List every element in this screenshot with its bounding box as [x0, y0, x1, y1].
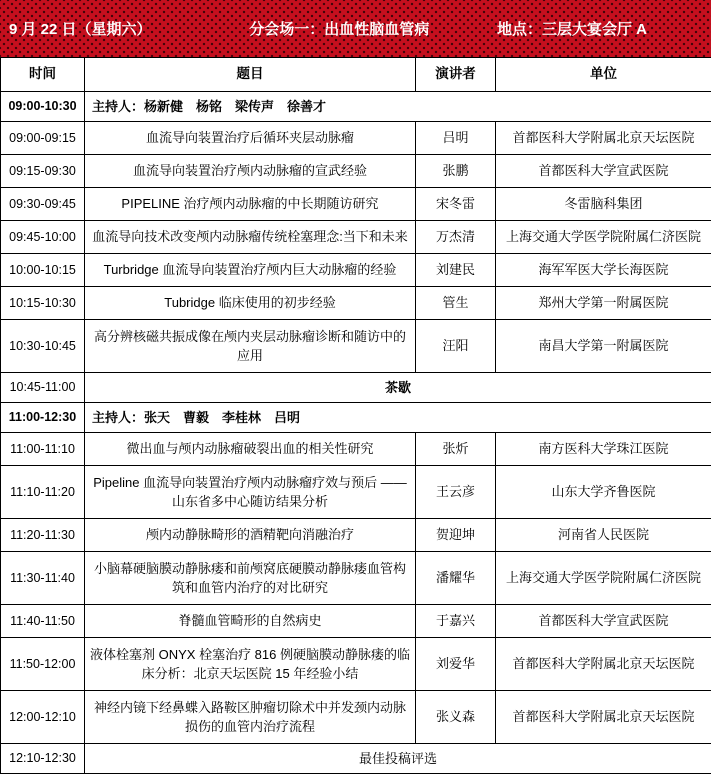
cell-time: 11:30-11:40	[1, 552, 85, 605]
cell-time: 10:15-10:30	[1, 287, 85, 320]
cell-title: 血流导向装置治疗后循环夹层动脉瘤	[85, 122, 416, 155]
schedule-body	[1, 92, 711, 774]
cell-time: 11:20-11:30	[1, 519, 85, 552]
cell-time: 09:30-09:45	[1, 188, 85, 221]
header-speaker: 演讲者	[416, 58, 496, 92]
table-row-talk	[1, 188, 711, 221]
cell-time: 10:45-11:00	[1, 373, 85, 403]
cell-speaker: 贺迎坤	[416, 519, 496, 552]
schedule-table	[0, 57, 711, 774]
table-row-talk	[1, 122, 711, 155]
cell-title: Pipeline 血流导向装置治疗颅内动脉瘤疗效与预后 ——山东省多中心随访结果分析	[85, 466, 416, 519]
table-row-chair	[1, 403, 711, 433]
cell-speaker: 刘建民	[416, 254, 496, 287]
cell-chairs: 主持人：杨新健 杨铭 梁传声 徐善才	[85, 92, 711, 122]
cell-org: 郑州大学第一附属医院	[496, 287, 711, 320]
table-row-talk	[1, 155, 711, 188]
cell-title: 颅内动静脉畸形的酒精靶向消融治疗	[85, 519, 416, 552]
cell-org: 上海交通大学医学院附属仁济医院	[496, 552, 711, 605]
cell-speaker: 张炘	[416, 433, 496, 466]
header-title: 题目	[85, 58, 416, 92]
cell-org: 首都医科大学附属北京天坛医院	[496, 691, 711, 744]
cell-speaker: 潘耀华	[416, 552, 496, 605]
cell-org: 山东大学齐鲁医院	[496, 466, 711, 519]
cell-time: 11:40-11:50	[1, 605, 85, 638]
cell-time: 12:00-12:10	[1, 691, 85, 744]
session-banner	[0, 0, 711, 57]
cell-org: 海军军医大学长海医院	[496, 254, 711, 287]
banner-location: 地点：三层大宴会厅 A	[497, 18, 693, 39]
banner-session-title: 分会场一：出血性脑血管病	[152, 18, 497, 39]
cell-title: 血流导向装置治疗颅内动脉瘤的宣武经验	[85, 155, 416, 188]
cell-speaker: 管生	[416, 287, 496, 320]
cell-title: 微出血与颅内动脉瘤破裂出血的相关性研究	[85, 433, 416, 466]
header-org: 单位	[496, 58, 711, 92]
table-row-talk	[1, 605, 711, 638]
cell-org: 首都医科大学附属北京天坛医院	[496, 122, 711, 155]
cell-org: 首都医科大学附属北京天坛医院	[496, 638, 711, 691]
cell-speaker: 吕明	[416, 122, 496, 155]
cell-title: 神经内镜下经鼻蝶入路鞍区肿瘤切除术中并发颈内动脉损伤的血管内治疗流程	[85, 691, 416, 744]
table-row-talk	[1, 519, 711, 552]
table-row-chair	[1, 92, 711, 122]
cell-speaker: 张义森	[416, 691, 496, 744]
banner-date: 9 月 22 日（星期六）	[9, 18, 152, 39]
cell-org: 上海交通大学医学院附属仁济医院	[496, 221, 711, 254]
table-row-talk	[1, 320, 711, 373]
cell-speaker: 宋冬雷	[416, 188, 496, 221]
cell-org: 南昌大学第一附属医院	[496, 320, 711, 373]
cell-speaker: 刘爱华	[416, 638, 496, 691]
cell-chairs: 主持人：张天 曹毅 李桂林 吕明	[85, 403, 711, 433]
cell-time: 12:10-12:30	[1, 744, 85, 774]
cell-title: 小脑幕硬脑膜动静脉瘘和前颅窝底硬膜动静脉瘘血管构筑和血管内治疗的对比研究	[85, 552, 416, 605]
cell-speaker: 张鹏	[416, 155, 496, 188]
cell-time: 10:00-10:15	[1, 254, 85, 287]
table-row-merged	[1, 744, 711, 774]
cell-org: 冬雷脑科集团	[496, 188, 711, 221]
cell-time: 10:30-10:45	[1, 320, 85, 373]
table-row-talk	[1, 221, 711, 254]
cell-title: PIPELINE 治疗颅内动脉瘤的中长期随访研究	[85, 188, 416, 221]
cell-title: Turbridge 血流导向装置治疗颅内巨大动脉瘤的经验	[85, 254, 416, 287]
table-row-talk	[1, 433, 711, 466]
cell-speaker: 于嘉兴	[416, 605, 496, 638]
cell-title: 液体栓塞剂 ONYX 栓塞治疗 816 例硬脑膜动静脉瘘的临床分析：北京天坛医院 15 年经验小结	[85, 638, 416, 691]
cell-speaker: 万杰清	[416, 221, 496, 254]
cell-merged-text: 最佳投稿评选	[85, 744, 711, 774]
cell-time: 09:45-10:00	[1, 221, 85, 254]
cell-merged-text: 茶歇	[85, 373, 711, 403]
table-row-talk	[1, 254, 711, 287]
cell-title: 高分辨核磁共振成像在颅内夹层动脉瘤诊断和随访中的应用	[85, 320, 416, 373]
table-row-talk	[1, 466, 711, 519]
cell-time: 09:00-10:30	[1, 92, 85, 122]
cell-time: 09:00-09:15	[1, 122, 85, 155]
table-row-talk	[1, 691, 711, 744]
table-row-merged	[1, 373, 711, 403]
cell-time: 11:50-12:00	[1, 638, 85, 691]
table-row-talk	[1, 552, 711, 605]
cell-title: 脊髓血管畸形的自然病史	[85, 605, 416, 638]
cell-time: 11:00-11:10	[1, 433, 85, 466]
header-row	[1, 58, 711, 92]
cell-time: 11:00-12:30	[1, 403, 85, 433]
table-row-talk	[1, 287, 711, 320]
cell-org: 南方医科大学珠江医院	[496, 433, 711, 466]
cell-title: Tubridge 临床使用的初步经验	[85, 287, 416, 320]
cell-org: 河南省人民医院	[496, 519, 711, 552]
cell-time: 11:10-11:20	[1, 466, 85, 519]
cell-speaker: 王云彦	[416, 466, 496, 519]
cell-org: 首都医科大学宣武医院	[496, 155, 711, 188]
cell-title: 血流导向技术改变颅内动脉瘤传统栓塞理念:当下和未来	[85, 221, 416, 254]
cell-org: 首都医科大学宣武医院	[496, 605, 711, 638]
cell-speaker: 汪阳	[416, 320, 496, 373]
cell-time: 09:15-09:30	[1, 155, 85, 188]
table-row-talk	[1, 638, 711, 691]
header-time: 时间	[1, 58, 85, 92]
